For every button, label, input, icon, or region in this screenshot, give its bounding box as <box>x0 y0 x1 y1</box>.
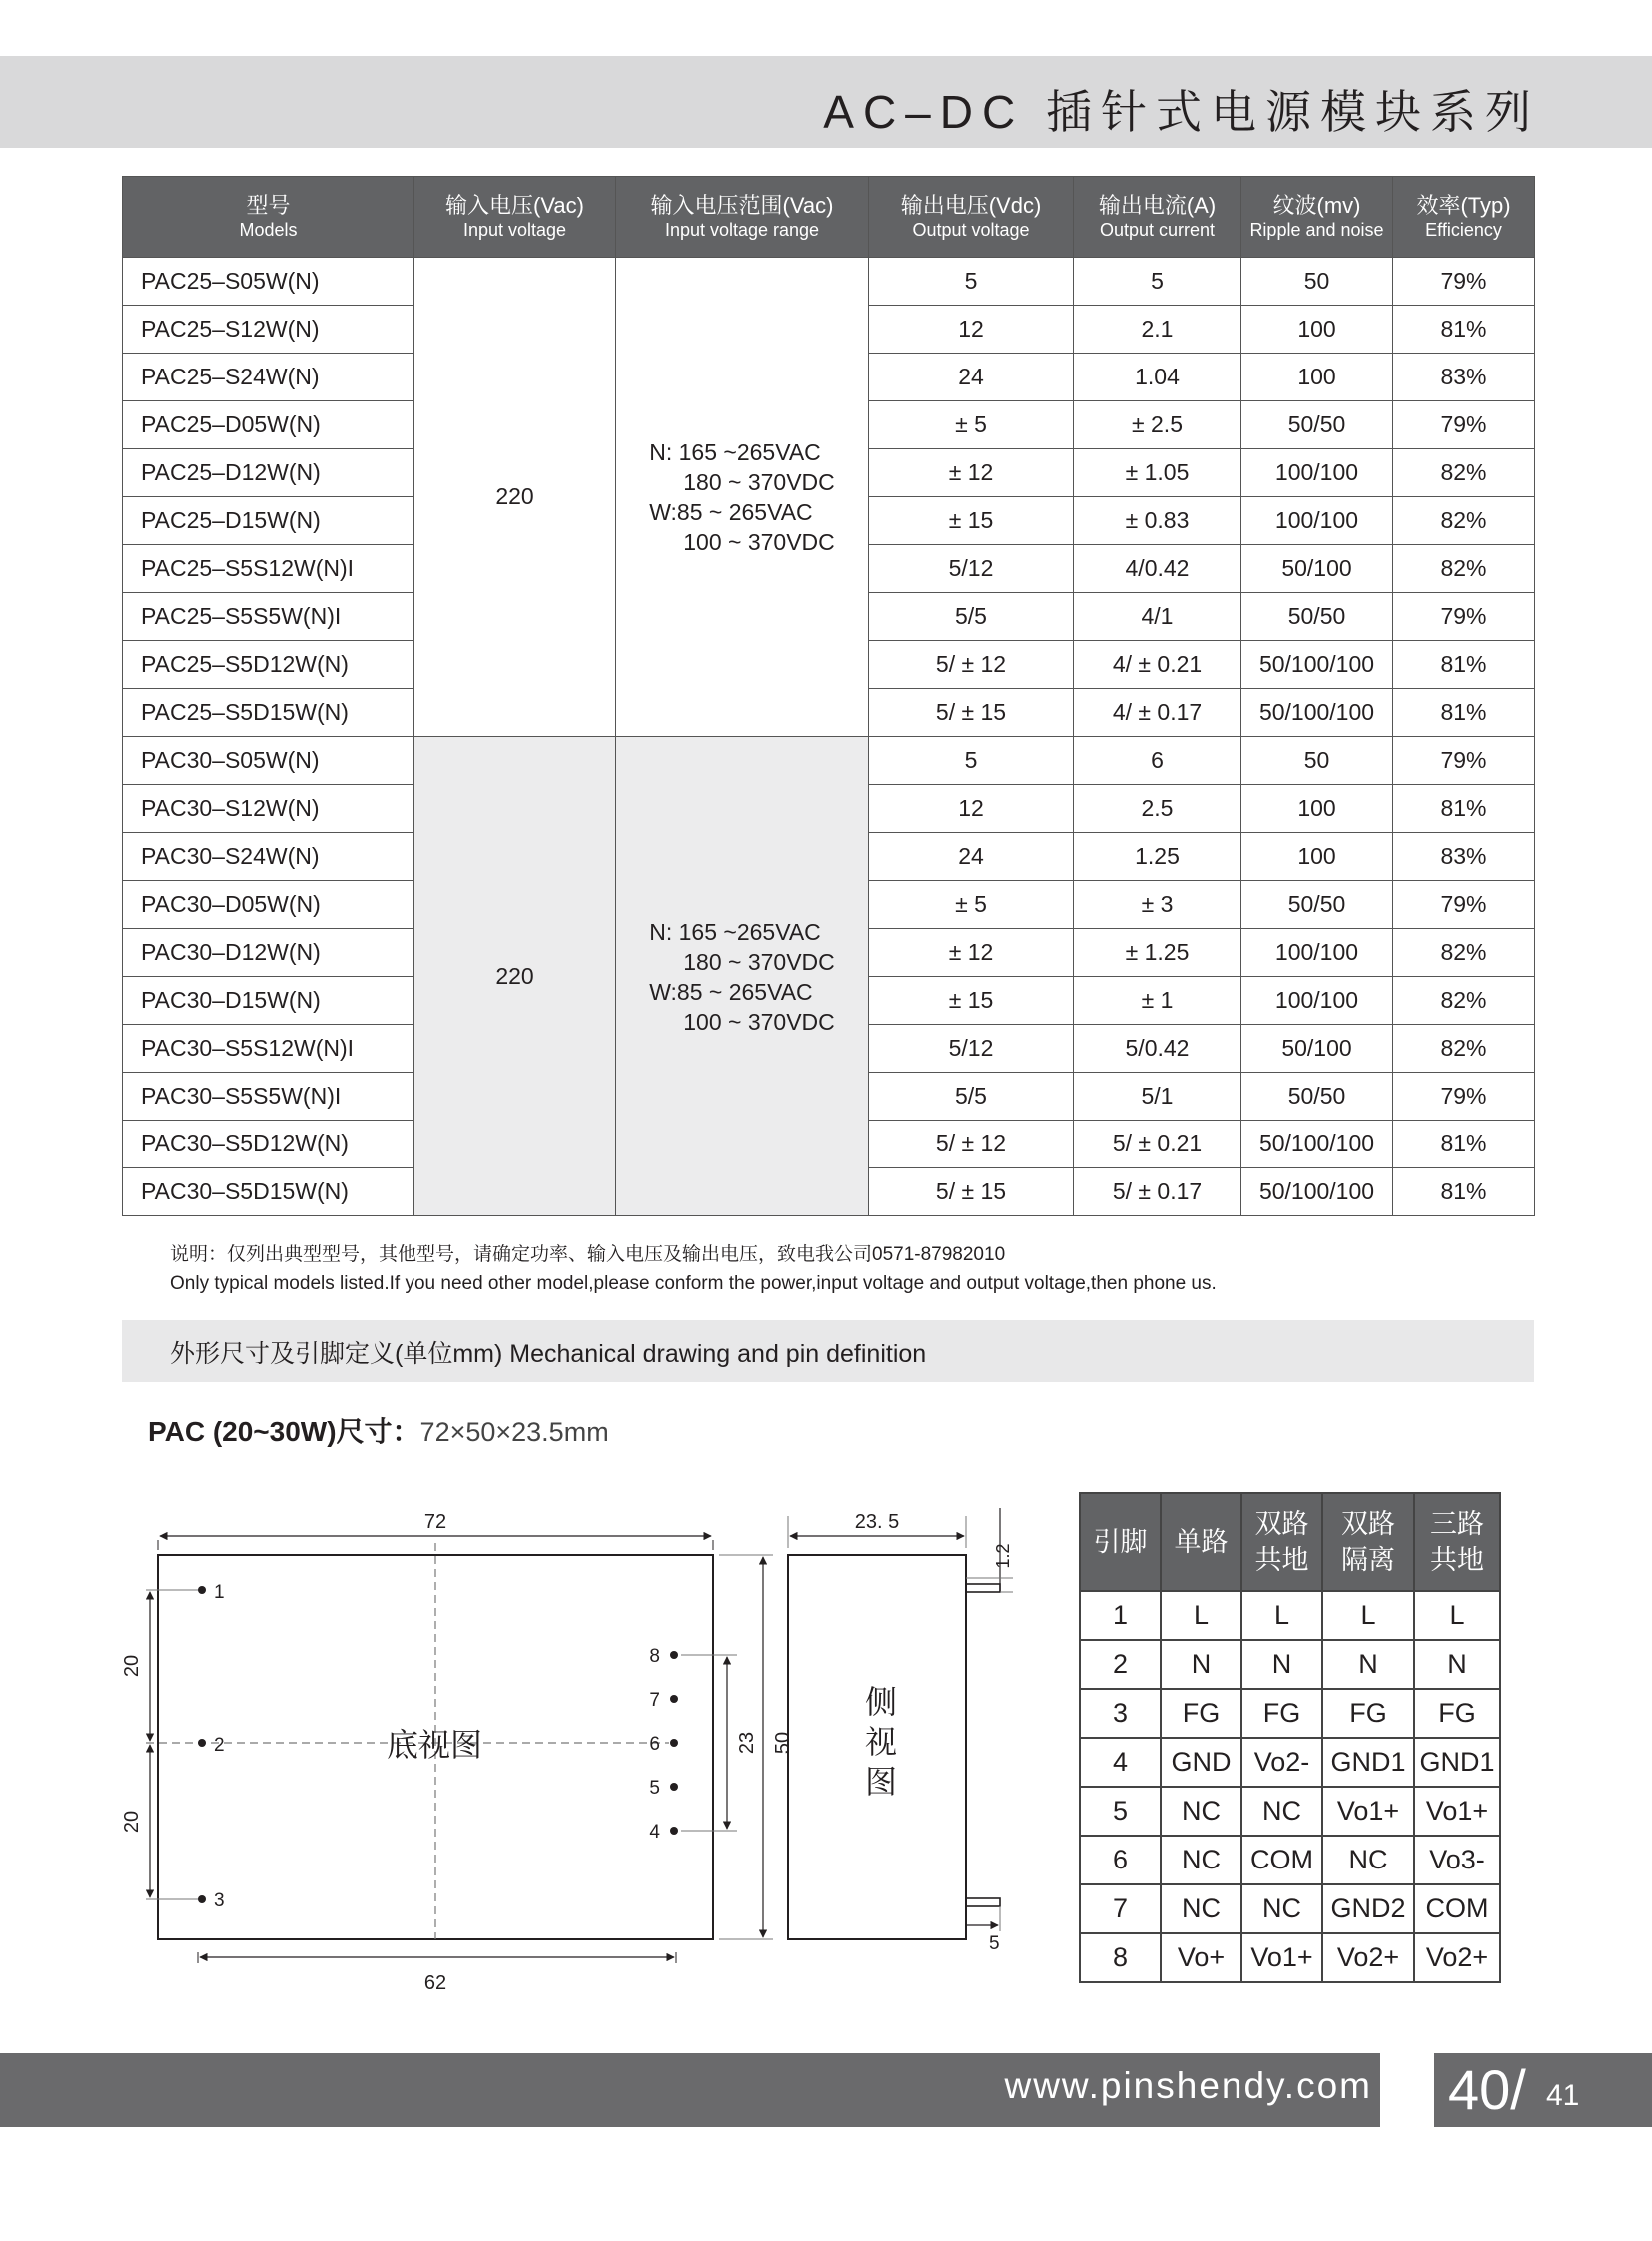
efficiency-cell: 83% <box>1393 833 1535 881</box>
output-current-cell: 5/0.42 <box>1074 1025 1241 1073</box>
output-current-cell: ± 3 <box>1074 881 1241 929</box>
col-header-output-voltage: 输出电压(Vdc) Output voltage <box>869 177 1074 258</box>
ripple-cell: 50/100 <box>1241 545 1393 593</box>
pin-function-cell: L <box>1322 1591 1414 1640</box>
pin-row <box>1080 1933 1500 1982</box>
input-range-line: W:85 ~ 265VAC <box>649 498 813 525</box>
output-voltage-cell: ± 12 <box>869 449 1074 497</box>
size-value: 72×50×23.5mm <box>419 1417 609 1447</box>
pin-number-cell: 6 <box>1080 1836 1161 1884</box>
page-number <box>1434 2053 1652 2127</box>
pin-function-cell: GND <box>1161 1738 1241 1787</box>
pin-row <box>1080 1836 1500 1884</box>
note-zh: 说明：仅列出典型型号，其他型号，请确定功率、输入电压及输出电压，致电我公司0571-87982010 <box>170 1244 1006 1265</box>
pin-row <box>1080 1591 1500 1640</box>
pin-row <box>1080 1738 1500 1787</box>
output-voltage-cell: 5/ ± 12 <box>869 641 1074 689</box>
pin-number-cell: 7 <box>1080 1884 1161 1933</box>
output-current-cell: 4/ ± 0.21 <box>1074 641 1241 689</box>
pin-function-cell: L <box>1414 1591 1500 1640</box>
col-header-models: 型号 Models <box>123 177 414 258</box>
pin-4 <box>670 1827 678 1835</box>
input-voltage-cell: 220 <box>414 258 616 737</box>
pin-function-cell: FG <box>1241 1689 1322 1738</box>
model-cell: PAC25–D05W(N) <box>123 401 414 449</box>
pin-2 <box>198 1739 206 1747</box>
input-range-cell <box>616 258 869 737</box>
size-label: PAC (20~30W)尺寸： <box>148 1416 420 1447</box>
output-voltage-cell: 5/ ± 12 <box>869 1120 1074 1168</box>
pin-function-cell: Vo1+ <box>1322 1787 1414 1836</box>
output-current-cell: 5/ ± 0.21 <box>1074 1120 1241 1168</box>
pin-6 <box>670 1739 678 1747</box>
pin-1 <box>198 1586 206 1594</box>
output-current-cell: 5 <box>1074 258 1241 306</box>
side-pin-top <box>966 1584 1000 1592</box>
ripple-cell: 50/100/100 <box>1241 1120 1393 1168</box>
pin-function-cell: NC <box>1161 1836 1241 1884</box>
model-cell: PAC30–S5D15W(N) <box>123 1168 414 1216</box>
output-voltage-cell: 24 <box>869 354 1074 401</box>
pin-row <box>1080 1640 1500 1689</box>
efficiency-cell: 81% <box>1393 785 1535 833</box>
output-voltage-cell: ± 12 <box>869 929 1074 977</box>
col-header-efficiency: 效率(Typ) Efficiency <box>1393 177 1535 258</box>
pin-number-cell: 4 <box>1080 1738 1161 1787</box>
dim-72-label: 72 <box>423 1511 447 1533</box>
efficiency-cell: 82% <box>1393 497 1535 545</box>
input-range-line: 180 ~ 370VDC <box>683 468 835 495</box>
col-header-input-voltage: 输入电压(Vac) Input voltage <box>414 177 616 258</box>
output-current-cell: ± 0.83 <box>1074 497 1241 545</box>
output-current-cell: ± 1.05 <box>1074 449 1241 497</box>
pin-number-cell: 1 <box>1080 1591 1161 1640</box>
pin-function-cell: FG <box>1322 1689 1414 1738</box>
pin-function-cell: COM <box>1241 1836 1322 1884</box>
dim-23-label: 23 <box>736 1731 758 1755</box>
pin-function-cell: GND1 <box>1414 1738 1500 1787</box>
ripple-cell: 100/100 <box>1241 977 1393 1025</box>
pin-col-header-dual-common: 双路 共地 <box>1241 1493 1322 1591</box>
output-voltage-cell: 5/ ± 15 <box>869 689 1074 737</box>
output-current-cell: 5/ ± 0.17 <box>1074 1168 1241 1216</box>
pin-5-label: 5 <box>649 1778 660 1799</box>
pin-3-label: 3 <box>214 1890 225 1911</box>
ripple-cell: 50/100/100 <box>1241 641 1393 689</box>
pin-function-cell: N <box>1161 1640 1241 1689</box>
output-voltage-cell: ± 5 <box>869 881 1074 929</box>
output-voltage-cell: 5 <box>869 258 1074 306</box>
model-cell: PAC30–D15W(N) <box>123 977 414 1025</box>
efficiency-cell: 79% <box>1393 593 1535 641</box>
pin-row <box>1080 1884 1500 1933</box>
output-voltage-cell: 5/12 <box>869 1025 1074 1073</box>
ripple-cell: 100 <box>1241 306 1393 354</box>
output-current-cell: ± 2.5 <box>1074 401 1241 449</box>
col-header-ripple: 纹波(mv) Ripple and noise <box>1241 177 1393 258</box>
pin-col-header-pin: 引脚 <box>1080 1493 1161 1591</box>
model-cell: PAC25–S5S5W(N)I <box>123 593 414 641</box>
output-current-cell: ± 1 <box>1074 977 1241 1025</box>
pin-number-cell: 8 <box>1080 1933 1161 1982</box>
table-row <box>123 258 1535 306</box>
output-voltage-cell: 12 <box>869 785 1074 833</box>
mechanical-heading: 外形尺寸及引脚定义(单位mm) Mechanical drawing and pin definition <box>170 1340 927 1368</box>
output-current-cell: 4/ ± 0.17 <box>1074 689 1241 737</box>
output-voltage-cell: 5/5 <box>869 593 1074 641</box>
pin-function-cell: COM <box>1414 1884 1500 1933</box>
ripple-cell: 50/50 <box>1241 1073 1393 1120</box>
input-range-line: N: 165 ~265VAC <box>649 918 821 945</box>
pin-number-cell: 3 <box>1080 1689 1161 1738</box>
output-voltage-cell: 5/5 <box>869 1073 1074 1120</box>
pin-function-cell: N <box>1414 1640 1500 1689</box>
dim-23-5-label: 23. 5 <box>854 1511 900 1533</box>
dim-1-2-label: 1.2 <box>993 1543 1013 1569</box>
model-cell: PAC25–D12W(N) <box>123 449 414 497</box>
mechanical-drawing <box>110 1488 1049 2007</box>
col-header-input-range: 输入电压范围(Vac) Input voltage range <box>616 177 869 258</box>
ripple-cell: 50/50 <box>1241 401 1393 449</box>
pin-function-cell: FG <box>1414 1689 1500 1738</box>
dim-20-top-label: 20 <box>121 1654 143 1678</box>
pin-1-label: 1 <box>214 1582 225 1603</box>
pin-4-label: 4 <box>649 1822 660 1843</box>
pin-function-cell: L <box>1241 1591 1322 1640</box>
efficiency-cell: 82% <box>1393 977 1535 1025</box>
efficiency-cell: 79% <box>1393 1073 1535 1120</box>
output-voltage-cell: 5/ ± 15 <box>869 1168 1074 1216</box>
pin-function-cell: NC <box>1241 1787 1322 1836</box>
output-voltage-cell: 5 <box>869 737 1074 785</box>
efficiency-cell: 79% <box>1393 737 1535 785</box>
pin-function-cell: Vo3- <box>1414 1836 1500 1884</box>
ripple-cell: 50/100 <box>1241 1025 1393 1073</box>
efficiency-cell: 81% <box>1393 689 1535 737</box>
pin-2-label: 2 <box>214 1735 225 1756</box>
pin-row <box>1080 1689 1500 1738</box>
efficiency-cell: 83% <box>1393 354 1535 401</box>
page-current: 40/ <box>1448 2058 1526 2121</box>
side-view-label-3: 图 <box>864 1764 898 1800</box>
model-cell: PAC25–S24W(N) <box>123 354 414 401</box>
output-current-cell: ± 1.25 <box>1074 929 1241 977</box>
pin-function-cell: NC <box>1161 1884 1241 1933</box>
pin-col-header-triple-common: 三路 共地 <box>1414 1493 1500 1591</box>
pin-function-cell: FG <box>1161 1689 1241 1738</box>
efficiency-cell: 79% <box>1393 401 1535 449</box>
model-cell: PAC25–S12W(N) <box>123 306 414 354</box>
pin-function-cell: Vo2+ <box>1414 1933 1500 1982</box>
models-table <box>122 176 1535 1216</box>
side-view-label-2: 视 <box>864 1724 898 1760</box>
side-view-label-1: 侧 <box>864 1684 898 1720</box>
pin-row <box>1080 1787 1500 1836</box>
input-voltage-cell: 220 <box>414 737 616 1216</box>
page-title: AC–DC 插针式电源模块系列 <box>823 86 1540 138</box>
pin-function-cell: GND2 <box>1322 1884 1414 1933</box>
pin-3 <box>198 1895 206 1903</box>
output-voltage-cell: 5/12 <box>869 545 1074 593</box>
dim-62-label: 62 <box>423 1972 447 1994</box>
bottom-view-label: 底视图 <box>386 1727 483 1763</box>
pin-function-cell: N <box>1241 1640 1322 1689</box>
model-cell: PAC25–S05W(N) <box>123 258 414 306</box>
efficiency-cell: 81% <box>1393 641 1535 689</box>
model-cell: PAC30–S24W(N) <box>123 833 414 881</box>
pin-7-label: 7 <box>649 1690 660 1711</box>
output-current-cell: 1.25 <box>1074 833 1241 881</box>
model-cell: PAC30–S12W(N) <box>123 785 414 833</box>
ripple-cell: 100 <box>1241 785 1393 833</box>
pin-function-cell: L <box>1161 1591 1241 1640</box>
input-range-cell <box>616 737 869 1216</box>
output-voltage-cell: ± 15 <box>869 977 1074 1025</box>
pin-5 <box>670 1783 678 1791</box>
ripple-cell: 50/50 <box>1241 593 1393 641</box>
pin-table <box>1079 1492 1501 1983</box>
ripple-cell: 100 <box>1241 354 1393 401</box>
efficiency-cell: 79% <box>1393 881 1535 929</box>
efficiency-cell: 81% <box>1393 1168 1535 1216</box>
output-current-cell: 2.1 <box>1074 306 1241 354</box>
dim-5-label: 5 <box>989 1933 1000 1954</box>
ripple-cell: 50/100/100 <box>1241 1168 1393 1216</box>
input-range-line: N: 165 ~265VAC <box>649 438 821 465</box>
pin-8-label: 8 <box>649 1646 660 1667</box>
output-current-cell: 1.04 <box>1074 354 1241 401</box>
pin-function-cell: Vo2- <box>1241 1738 1322 1787</box>
pin-function-cell: Vo1+ <box>1241 1933 1322 1982</box>
output-voltage-cell: ± 15 <box>869 497 1074 545</box>
col-header-output-current: 输出电流(A) Output current <box>1074 177 1241 258</box>
efficiency-cell: 82% <box>1393 929 1535 977</box>
ripple-cell: 100/100 <box>1241 449 1393 497</box>
model-cell: PAC30–S5D12W(N) <box>123 1120 414 1168</box>
pin-function-cell: Vo+ <box>1161 1933 1241 1982</box>
output-voltage-cell: ± 5 <box>869 401 1074 449</box>
efficiency-cell: 82% <box>1393 545 1535 593</box>
size-line <box>148 1410 609 1450</box>
input-range-line: 100 ~ 370VDC <box>683 528 835 555</box>
output-current-cell: 5/1 <box>1074 1073 1241 1120</box>
side-pin-bottom <box>966 1898 1000 1906</box>
output-voltage-cell: 24 <box>869 833 1074 881</box>
efficiency-cell: 82% <box>1393 449 1535 497</box>
output-current-cell: 4/0.42 <box>1074 545 1241 593</box>
efficiency-cell: 79% <box>1393 258 1535 306</box>
model-cell: PAC25–D15W(N) <box>123 497 414 545</box>
note-en: Only typical models listed.If you need other model,please conform the power,input voltage and output voltage,then phone us. <box>170 1273 1217 1294</box>
model-cell: PAC30–S05W(N) <box>123 737 414 785</box>
pin-number-cell: 2 <box>1080 1640 1161 1689</box>
note <box>170 1240 1217 1298</box>
output-current-cell: 4/1 <box>1074 593 1241 641</box>
input-range-line: 100 ~ 370VDC <box>683 1008 835 1035</box>
pin-function-cell: NC <box>1241 1884 1322 1933</box>
ripple-cell: 50/50 <box>1241 881 1393 929</box>
pin-function-cell: N <box>1322 1640 1414 1689</box>
output-current-cell: 6 <box>1074 737 1241 785</box>
input-range-line: 180 ~ 370VDC <box>683 948 835 975</box>
footer-url: www.pinshendy.com <box>1004 2065 1372 2106</box>
efficiency-cell: 81% <box>1393 1120 1535 1168</box>
model-cell: PAC30–D05W(N) <box>123 881 414 929</box>
ripple-cell: 50/100/100 <box>1241 689 1393 737</box>
pin-function-cell: GND1 <box>1322 1738 1414 1787</box>
dim-50-label: 50 <box>772 1731 794 1755</box>
model-cell: PAC30–D12W(N) <box>123 929 414 977</box>
pin-function-cell: Vo1+ <box>1414 1787 1500 1836</box>
ripple-cell: 50 <box>1241 258 1393 306</box>
pin-7 <box>670 1695 678 1703</box>
model-cell: PAC25–S5D15W(N) <box>123 689 414 737</box>
pin-6-label: 6 <box>649 1734 660 1755</box>
ripple-cell: 100/100 <box>1241 497 1393 545</box>
table-row <box>123 737 1535 785</box>
pin-number-cell: 5 <box>1080 1787 1161 1836</box>
output-voltage-cell: 12 <box>869 306 1074 354</box>
pin-col-header-single: 单路 <box>1161 1493 1241 1591</box>
pin-function-cell: Vo2+ <box>1322 1933 1414 1982</box>
ripple-cell: 50 <box>1241 737 1393 785</box>
pin-function-cell: NC <box>1161 1787 1241 1836</box>
output-current-cell: 2.5 <box>1074 785 1241 833</box>
model-cell: PAC30–S5S5W(N)I <box>123 1073 414 1120</box>
ripple-cell: 100 <box>1241 833 1393 881</box>
pin-col-header-dual-isolated: 双路 隔离 <box>1322 1493 1414 1591</box>
dim-20-bottom-label: 20 <box>121 1810 143 1834</box>
page-total: 41 <box>1546 2079 1580 2112</box>
efficiency-cell: 81% <box>1393 306 1535 354</box>
model-cell: PAC25–S5D12W(N) <box>123 641 414 689</box>
pin-8 <box>670 1651 678 1659</box>
model-cell: PAC30–S5S12W(N)I <box>123 1025 414 1073</box>
model-cell: PAC25–S5S12W(N)I <box>123 545 414 593</box>
ripple-cell: 100/100 <box>1241 929 1393 977</box>
pin-function-cell: NC <box>1322 1836 1414 1884</box>
input-range-line: W:85 ~ 265VAC <box>649 978 813 1005</box>
efficiency-cell: 82% <box>1393 1025 1535 1073</box>
